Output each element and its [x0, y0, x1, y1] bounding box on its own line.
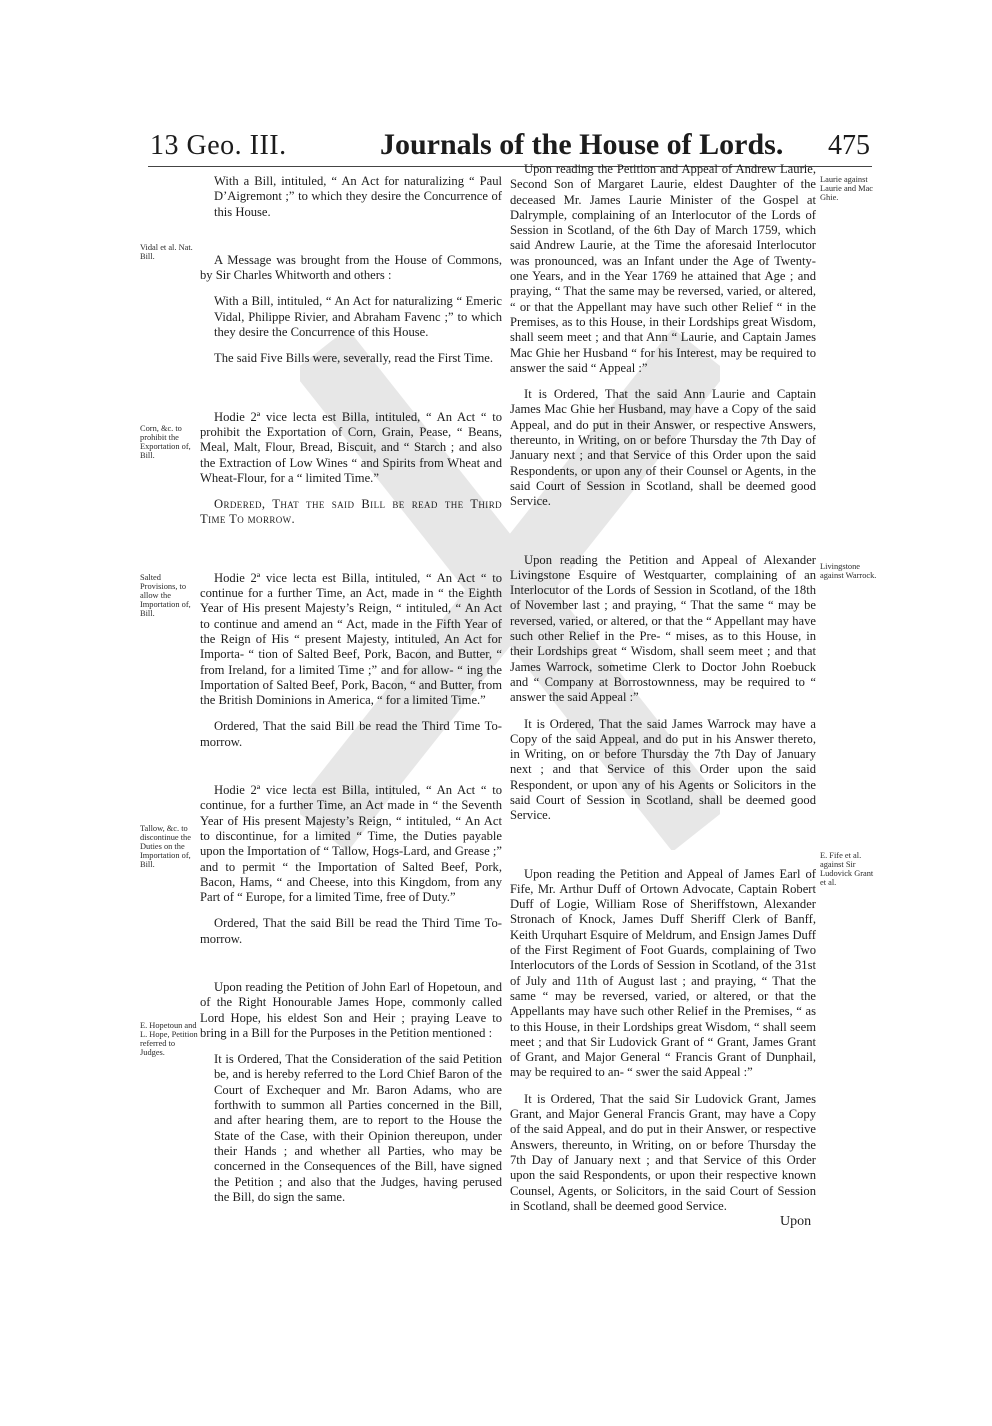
paragraph: Upon reading the Petition of John Earl of Hopetoun, and of the Right Honourable James Hope, commonly called Lord Hope, his eldest Son and Heir ; praying Leave to bring in a Bill for the Purposes in the Petition mentioned :: [200, 979, 502, 1040]
paragraph: Ordered, That the said Bill be read the Third Time To-morrow.: [200, 719, 502, 749]
page-number: 475: [828, 130, 870, 161]
margin-note-corn: Corn, &c. to prohibit the Exportation of, Bill.: [140, 424, 191, 460]
margin-note-livingstone: Livingstone against Warrock.: [820, 562, 877, 580]
margin-note-laurie: Laurie against Laurie and Mac Ghie.: [820, 175, 874, 202]
paragraph: Upon reading the Petition and Appeal of Alexander Livingstone Esquire of Westquarter, complaining of an Interlocutor of the Lords of Session in Scotland, of the 18th of November last ; and praying, “ That the same “ may be reversed, varied, or altered, or that the “ Appellant may have such other Relief in the Pre- “ mises, as to this House, in their Lordships great “ Wisdom, shall seem meet ; and that James Warrock, sometime Clerk to Doctor John Roebuck and “ Company at Borrostownness, may be required to “ answer the said Appeal :”: [510, 552, 816, 705]
paragraph: Ordered, That the said Bill be read the Third Time To morrow.: [200, 497, 502, 527]
margin-note-vidal: Vidal et al. Nat. Bill.: [140, 243, 193, 261]
paragraph: Hodie 2ª vice lecta est Billa, intituled, “ An Act “ to continue for a further Time, an Act, made in “ the Eighth Year of His present Majesty’s Reign, “ intituled, “ An Act to continue and amend an “ Act, made in the Fifth Year of the Reign of His “ present Majesty, intituled, An Act for Importa- “ tion of Salted Beef, Pork, Bacon, and Butter, “ from Ireland, for a limited Time ;” and for allow- “ ing the Importation of Salted Beef, Pork, Bacon, “ and Butter, from the British Dominions in America, “ for a limited Time.”: [200, 570, 502, 708]
paragraph: Ordered, That the said Bill be read the Third Time To-morrow.: [200, 916, 502, 946]
margin-note-fife: E. Fife et al. against Sir Ludovick Grant et al.: [820, 851, 874, 887]
paragraph: A Message was brought from the House of Commons, by Sir Charles Whitworth and others :: [200, 252, 502, 283]
paragraph: It is Ordered, That the Consideration of the said Petition be, and is hereby referred to the Lord Chief Baron of the Court of Exchequer and Mr. Baron Adams, who are forthwith to summon all Parties concerned in the Bill, and after hearing them, are to report to the House the State of the Case, with their Opinion thereupon, under their Hands ; and whether all Parties, who may be concerned in the Consequences of the Bill, have signed the Petition ; and also that the Judges, having perused the Bill, do sign the same.: [214, 1052, 502, 1204]
right-column: [510, 162, 816, 1225]
paragraph: It is Ordered, That the said Ann Laurie and Captain James Mac Ghie her Husband, may have a Copy of the said Appeal, and do put in their Answer, or respective Answers, thereunto, in Writing, on or before Thursday the 7th Day of January next ; and that Service of this Order upon the said Respondents, or upon any of their Counsel or Agents, in the said Court of Session in Scotland, shall be deemed good Service.: [510, 387, 816, 509]
paragraph: Upon reading the Petition and Appeal of James Earl of Fife, Mr. Arthur Duff of Ortown Advocate, Captain Robert Duff of Logie, William Rose of Sheriffstown, Alexander Stronach of Knock, James Duff Sheriff Clerk of Banff, Keith Urquhart Esquire of Meldrum, and Ensign James Duff of the First Regiment of Foot Guards, complaining of Two Interlocutors of the Lords of Session in Scotland, of the 31st of July and 11th of August last ; and praying, “ That the same “ may be reversed, varied, or altered, or that the Appellants may have such other Relief in the Premises, “ as to this House, in their Lordships great Wisdom, “ shall seem meet ; and that Sir Ludovick Grant of “ Grant, James Grant of Grant, and Major General “ Francis Grant of Dunphail, may be required to an- “ swer the said Appeal :”: [510, 866, 816, 1080]
margin-note-hopetoun: E. Hopetoun and L. Hope, Petition referred to Judges.: [140, 1021, 198, 1057]
left-column: [200, 174, 502, 1216]
page-title: Journals of the House of Lords.: [380, 128, 784, 161]
paragraph: The said Five Bills were, severally, read the First Time.: [214, 351, 493, 366]
paragraph: Hodie 2ª vice lecta est Billa, intituled, “ An Act “ to prohibit the Exportation of Corn, Grain, Pease, “ Beans, Meal, Malt, Flour, Bread, Biscuit, and “ Starch ; and also the Extraction of Low Wines “ and Spirits from Wheat and Wheat-Flour, for a “ limited Time.”: [200, 409, 502, 485]
regnal-year: 13 Geo. III.: [150, 130, 287, 161]
paragraph: With a Bill, intituled, “ An Act for naturalizing “ Emeric Vidal, Philippe Rivier, and Abraham Favenc ;” to which they desire the Concurrence of this House.: [214, 294, 502, 340]
paragraph: It is Ordered, That the said Sir Ludovick Grant, James Grant, and Major General Francis Grant, may have a Copy of the said Appeal, and do put in their Answer, or respective Answers, thereunto, in Writing, on or before Thursday the 7th Day of January next ; and that Service of this Order upon the said Respondents, or upon their respective known Counsel, Agents, or Solicitors, in the said Court of Session in Scotland, shall be deemed good Service.: [510, 1091, 816, 1213]
paragraph: Hodie 2ª vice lecta est Billa, intituled, “ An Act “ to continue, for a further Time, an Act made in “ the Seventh Year of His present Majesty’s Reign, “ intituled, “ An Act to discontinue, for a limited “ Time, the Duties payable upon the Importation of “ Tallow, Hogs-Lard, and Grease ;” and to permit “ the Importation of Salted Beef, Pork, Bacon, Hams, “ and Cheese, into this Kingdom, from any Part of “ Europe, for a limited Time, free of Duty.”: [200, 783, 502, 905]
paragraph: Upon reading the Petition and Appeal of Andrew Laurie, Second Son of Margaret Laurie, eldest Daughter of the deceased Mr. James Laurie Minister of the Gospel at Dalrymple, complaining of an Interlocutor of the Lords of Session in Scotland, of the 6th Day of March 1759, which said Andrew Laurie, at the Time the aforesaid Interlocutor was pronounced, was an Infant under the Age of Twenty-one Years, and in the Year 1769 he attained that Age ; and praying, “ That the same may be reversed, varied, or altered, “ or that the Appellant may have such other Relief “ in the Premises, as to this House, in their Lordships great Wisdom, shall seem meet ; and that Ann “ Laurie, and Captain James Mac Ghie her Husband “ for his Interest, may be required to answer the said “ Appeal :”: [510, 162, 816, 375]
paragraph: It is Ordered, That the said James Warrock may have a Copy of the said Appeal, and do put in his Answer thereto, in Writing, on or before Thursday the 7th Day of January next ; and that Service of this Order upon the said Respondent, or upon any of his Agents or Solicitors in the said Court of Session in Scotland, shall be deemed good Service.: [510, 716, 816, 823]
paragraph: With a Bill, intituled, “ An Act for naturalizing “ Paul D’Aigremont ;” to which they desire the Concurrence of this House.: [214, 174, 502, 219]
margin-note-salted: Salted Provisions, to allow the Importation of, Bill.: [140, 573, 191, 618]
margin-note-tallow: Tallow, &c. to discontinue the Duties on the Importation of, Bill.: [140, 824, 191, 869]
catchword: Upon: [780, 1214, 812, 1229]
